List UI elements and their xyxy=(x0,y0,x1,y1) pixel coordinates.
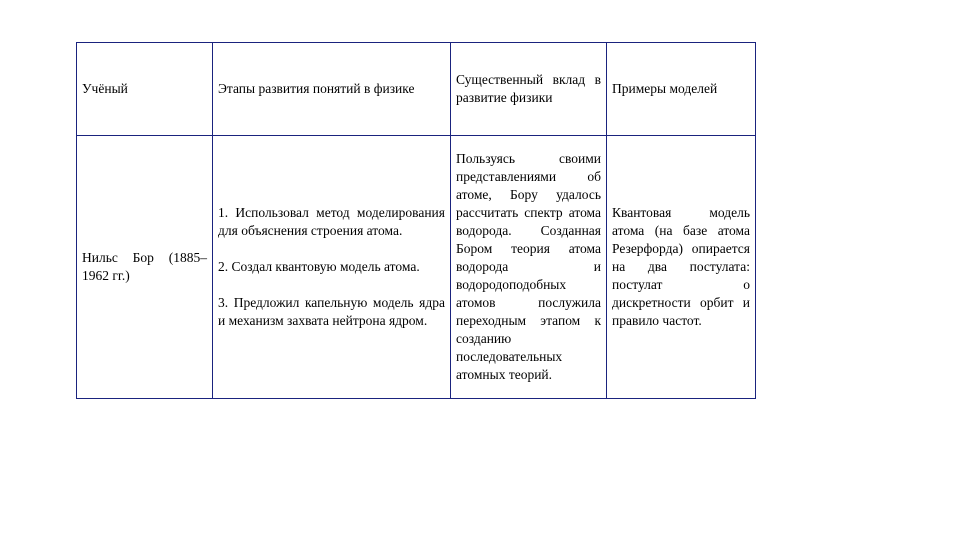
cell-models: Квантовая модель атома (на базе атома Резерфорда) опирается на два постулата: постулат о дискретности орбит и правило частот. xyxy=(607,136,756,399)
stage-item: 2. Создал квантовую модель атома. xyxy=(218,259,420,274)
header-contribution: Существенный вклад в развитие физики xyxy=(451,43,607,136)
stage-item: 3. Предложил капельную модель ядра и механизм захвата нейтрона ядром. xyxy=(218,295,445,328)
cell-scientist: Нильс Бор (1885–1962 гг.) xyxy=(77,136,213,399)
cell-stages xyxy=(213,136,451,399)
header-models: Примеры моделей xyxy=(607,43,756,136)
table-row xyxy=(77,136,756,399)
scientists-table xyxy=(76,42,756,399)
stage-item: 1. Использовал метод моделирования для объяснения строения атома. xyxy=(218,205,445,238)
cell-contribution: Пользуясь своими представлениями об атоме, Бору удалось рассчитать спектр атома водорода. Созданная Бором теория атома водорода и водородоподобных атомов послужила переходным этапом к созданию последовательных атомных теорий. xyxy=(451,136,607,399)
table-header-row xyxy=(77,43,756,136)
header-stages: Этапы развития понятий в физике xyxy=(213,43,451,136)
header-scientist: Учёный xyxy=(77,43,213,136)
